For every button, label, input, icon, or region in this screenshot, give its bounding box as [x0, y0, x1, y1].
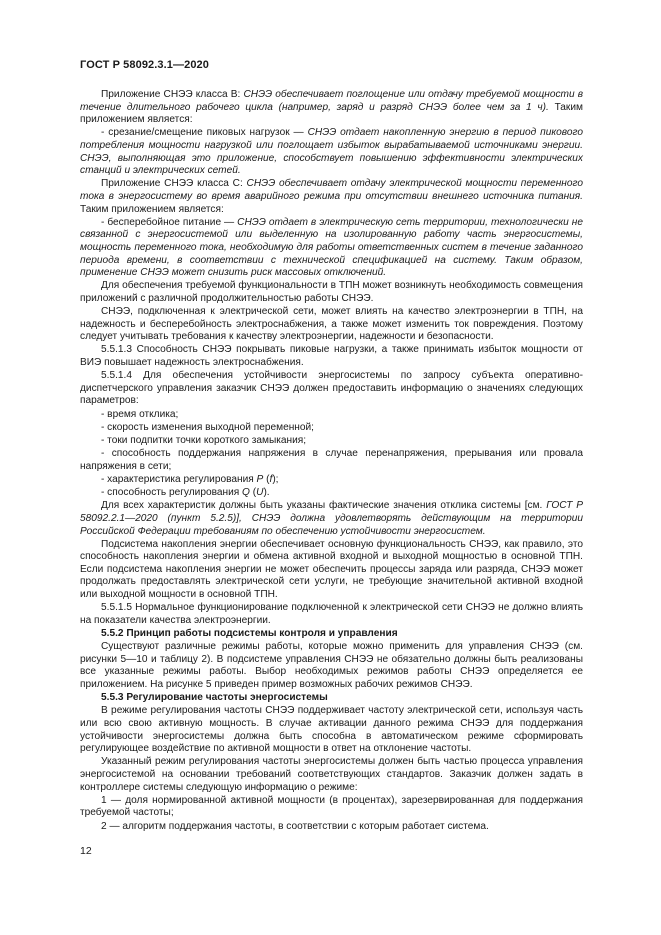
- paragraph-response: Для всех характеристик должны быть указаны фактические значения отклика системы [см. ГОСТ Р 58092.2.1—2020 (пункт 5.2.5)], СНЭЭ должна удовлетворять действующим на территории Российской Федерации требованиям по обеспечению устойчивости энергосистем.: [80, 500, 583, 537]
- paragraph: Существуют различные режимы работы, которые можно применить для управления СНЭЭ (см. рисунки 5—10 и таблицу 2). В подсистеме управления СНЭЭ не обязательно должны быть реализованы все указанные режимы работы. Выбор необходимых режимов работы СНЭЭ определяется ее приложением. На рисунке 5 приведен пример возможных рабочих режимов СНЭЭ.: [80, 641, 583, 690]
- paragraph-5-5-1-5: 5.5.1.5 Нормальное функционирование подключенной к электрической сети СНЭЭ не должно влиять на показатели качества электроэнергии.: [80, 602, 583, 626]
- section-heading-5-5-3: 5.5.3 Регулирование частоты энергосистемы: [101, 692, 328, 704]
- list-item: - токи подпитки точки короткого замыкания;: [101, 434, 307, 446]
- paragraph-5-5-1-3: 5.5.1.3 Способность СНЭЭ покрывать пиковые нагрузки, а также принимать избыток мощности от ВИЭ повышает надежность электроснабжения.: [80, 344, 583, 369]
- list-item-peak-shaving: - срезание/смещение пиковых нагрузок — СНЭЭ отдает накопленную энергию в период пикового потребления мощности нагрузкой или поглощает избыток вырабатываемой источниками энергии. СНЭЭ, выполняющая это приложение, способствует повышению эффективности электрических станций и электрических сетей.: [80, 127, 583, 177]
- list-item-qu: - способность регулирования Q (U).: [101, 487, 270, 499]
- list-item-ups: - бесперебойное питание — СНЭЭ отдает в электрическую сеть территории, технологически не связанной с энергосистемой или выделенную на изолированную работу часть энергосистемы, мощность переменного тока, необходимую для работы ответственных систем в течение заданного периода времени, в соответствии с технической спецификацией на систему. Таким образом, применение СНЭЭ может снизить риск массовых отключений.: [80, 216, 583, 279]
- paragraph: СНЭЭ, подключенная к электрической сети, может влиять на качество электроэнергии в ТПН, на надежность и бесперебойность электроснабжения, а также может изменить ток повреждения. Поэтому следует учитывать требования к качеству электроэнергии, надежности и безопасности.: [80, 306, 583, 343]
- paragraph-5-5-1-4: 5.5.1.4 Для обеспечения устойчивости энергосистемы по запросу субъекта оперативно-диспетчерского управления заказчик СНЭЭ должен предоставить информацию о значениях следующих параметров:: [80, 370, 583, 407]
- list-item: - способность поддержания напряжения в случае перенапряжения, прерывания или провала напряжения в сети;: [80, 448, 583, 472]
- paragraph-item-2: 2 — алгоритм поддержания частоты, в соответствии с которым работает система.: [101, 820, 489, 832]
- paragraph: В режиме регулирования частоты СНЭЭ поддерживает частоту электрической сети, используя часть или всю свою активную мощность. В случае активации данного режима СНЭЭ для поддержания устойчивости энергосистемы должна быть способна в автоматическом режиме сформировать регулирующее воздействие по активной мощности в ответ на отклонение частоты.: [80, 705, 583, 755]
- paragraph-item-1: 1 — доля нормированной активной мощности (в процентах), зарезервированная для поддержания требуемой частоты;: [80, 794, 583, 819]
- list-item: - время отклика;: [101, 408, 179, 420]
- paragraph: Подсистема накопления энергии обеспечивает основную функциональность СНЭЭ, как правило, это способность накопления энергии и обмена активной входной и выходной мощностью в основной ТПН. Если подсистема накопления энергии не может обеспечить процессы заряда или разряда, СНЭЭ может продолжать предоставлять электрической сети услуги, не требующие значительной активной входной или выходной мощности в основной ТПН.: [80, 538, 583, 601]
- list-item-pf: - характеристика регулирования P (f);: [101, 473, 279, 485]
- list-item: - скорость изменения выходной переменной;: [101, 421, 314, 433]
- paragraph: Для обеспечения требуемой функциональности в ТПН может возникнуть необходимость совмещения приложений с различной продолжительностью работы СНЭЭ.: [80, 280, 583, 304]
- page-number: 12: [80, 845, 92, 857]
- paragraph-class-c: Приложение СНЭЭ класса С: СНЭЭ обеспечивает отдачу электрической мощности переменного тока в энергосистему во время аварийного режима при отсутствии внешнего источника питания. Таким приложением является:: [80, 178, 584, 215]
- paragraph-class-b: Приложение СНЭЭ класса В: СНЭЭ обеспечивает поглощение или отдачу требуемой мощности в течение длительного рабочего цикла (например, заряд и разряд СНЭЭ более чем за 1 ч). Таким приложением является:: [80, 89, 583, 126]
- paragraph: Указанный режим регулирования частоты энергосистемы должен быть частью процесса управления энергосистемой на основании требований соответствующих стандартов. Заказчик должен задать в контроллере системы следующую информацию о режиме:: [80, 756, 583, 793]
- section-heading-5-5-2: 5.5.2 Принцип работы подсистемы контроля и управления: [101, 628, 398, 640]
- page-header: ГОСТ Р 58092.3.1—2020: [80, 59, 209, 71]
- document-body: [80, 89, 583, 834]
